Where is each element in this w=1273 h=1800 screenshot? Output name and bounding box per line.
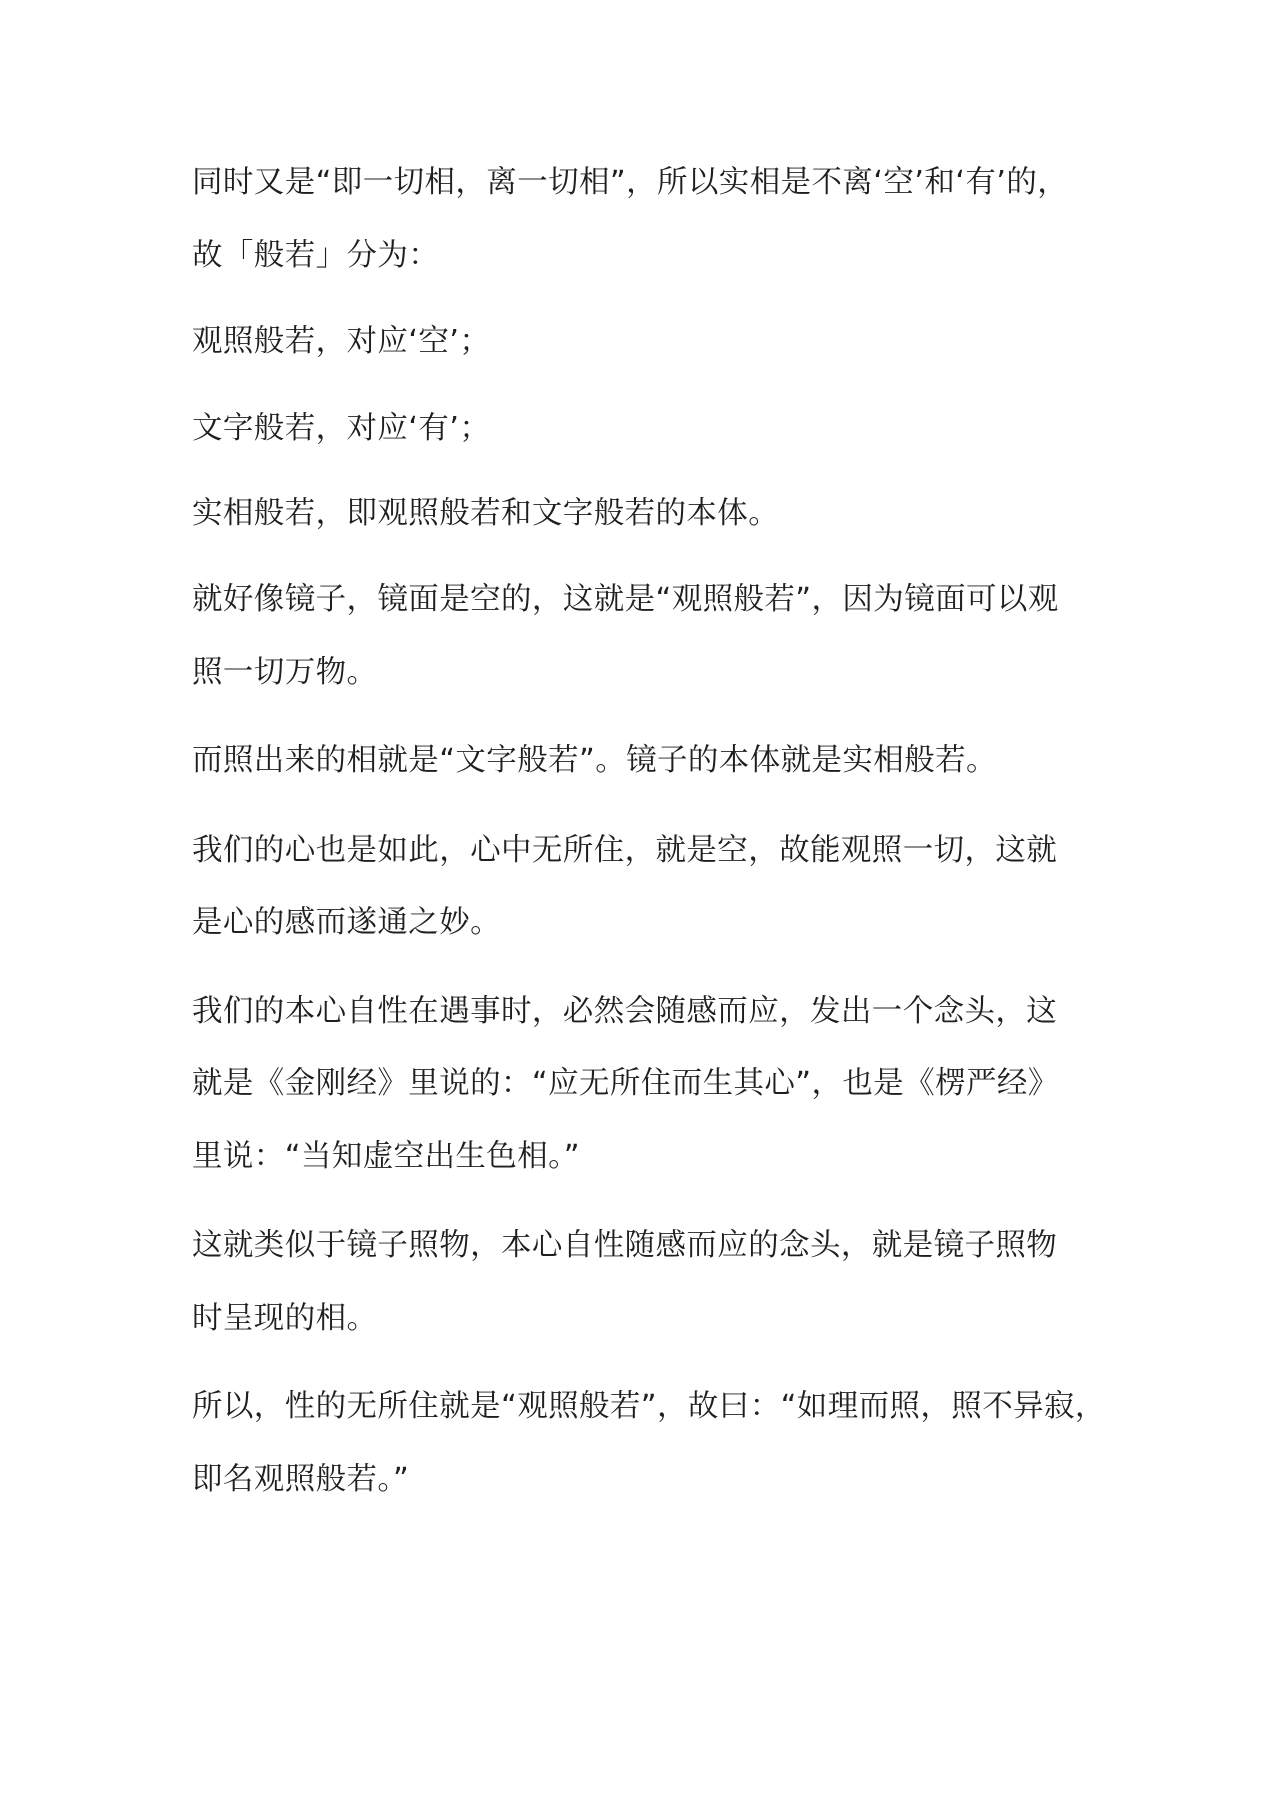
paragraph-8-line-3: 里说：“当知虚空出生色相。” (192, 1139, 580, 1174)
paragraph-7-line-2: 是心的感而遂通之妙。 (192, 905, 501, 940)
paragraph-8-line-1: 我们的本心自性在遇事时，必然会随感而应，发出一个念头，这 (192, 994, 1058, 1029)
paragraph-5-line-2: 照一切万物。 (192, 655, 378, 690)
paragraph-3-line-1: 文字般若，对应‘有’； (192, 411, 491, 446)
paragraph-8-line-2: 就是《金刚经》里说的：“应无所住而生其心”，也是《楞严经》 (192, 1066, 1059, 1101)
paragraph-2-line-1: 观照般若，对应‘空’； (192, 324, 491, 359)
paragraph-1-line-1: 同时又是“即一切相，离一切相”，所以实相是不离‘空’和‘有’的， (192, 165, 1069, 200)
paragraph-6-line-1: 而照出来的相就是“文字般若”。镜子的本体就是实相般若。 (192, 743, 997, 778)
paragraph-5-line-1: 就好像镜子，镜面是空的，这就是“观照般若”，因为镜面可以观 (192, 582, 1059, 617)
paragraph-10-line-1: 所以，性的无所住就是“观照般若”，故曰：“如理而照，照不异寂， (192, 1389, 1106, 1424)
paragraph-7-line-1: 我们的心也是如此，心中无所住，就是空，故能观照一切，这就 (192, 833, 1058, 868)
paragraph-9-line-1: 这就类似于镜子照物，本心自性随感而应的念头，就是镜子照物 (192, 1228, 1058, 1263)
paragraph-10-line-2: 即名观照般若。” (192, 1462, 410, 1497)
paragraph-4-line-1: 实相般若，即观照般若和文字般若的本体。 (192, 496, 780, 531)
paragraph-1-line-2: 故「般若」分为： (192, 238, 440, 273)
paragraph-9-line-2: 时呈现的相。 (192, 1301, 378, 1336)
